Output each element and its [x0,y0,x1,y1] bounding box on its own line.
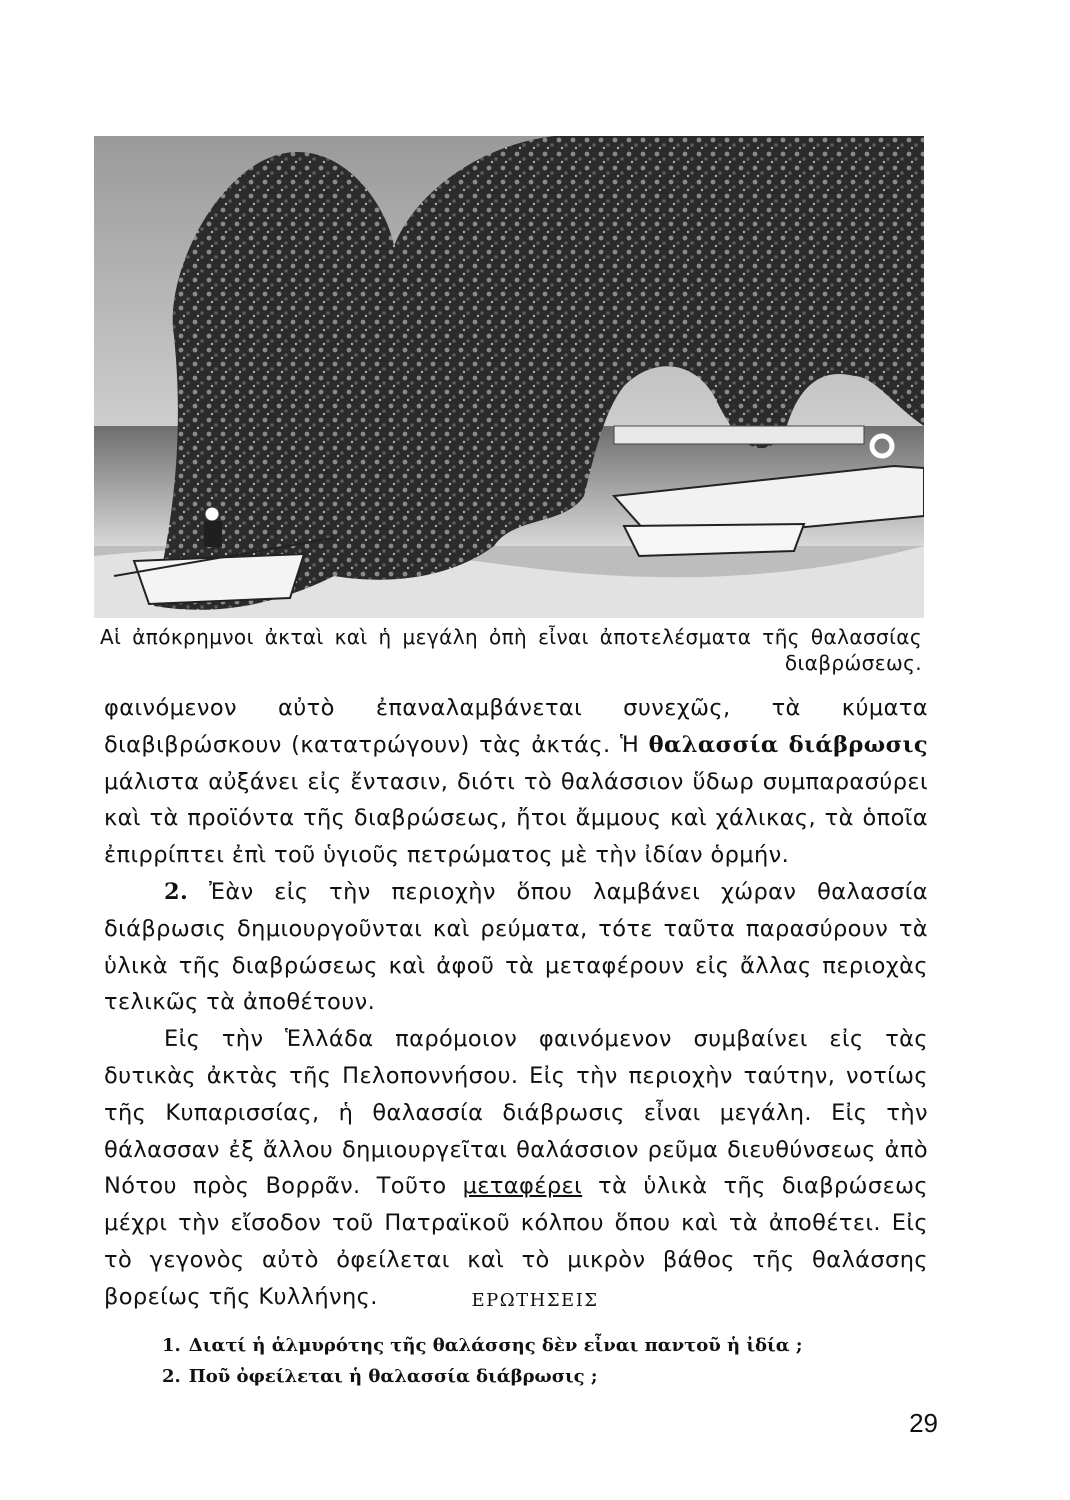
paragraph-3-text-end: τὰ ὑλικὰ τῆς διαβρώσεως μέχρι τὴν εἴσοδον τοῦ Πατραϊκοῦ κόλπου ὅπου καὶ τὰ ἀποθέτει. Εἰς τὸ γεγονὸς αὐτὸ ὀφείλεται καὶ τὸ μικρὸν βάθος τῆς θαλάσσης βορείως τῆς Κυλλήνης. [104,1173,928,1310]
question-number: 1. [162,1335,181,1356]
question-item [162,1361,803,1392]
body-text [104,690,928,1316]
bold-term: θαλασσία διάβρωσις [648,731,928,758]
caption-line-2: διαβρώσεως. [784,651,922,675]
coastal-arch-photo [94,136,924,618]
paragraph-1-text-end: μάλιστα αὐξάνει εἰς ἔντασιν, διότι τὸ θαλάσσιον ὕδωρ συμπαρασύρει καὶ τὰ προϊόντα τῆς διαβρώσεως, ἤτοι ἄμμους καὶ χάλικας, τὰ ὁποῖα ἐπιρρίπτει ἐπὶ τοῦ ὑγιοῦς πετρώματος μὲ τὴν ἰδίαν ὁρμήν. [104,768,928,869]
paragraph-2-number: 2. [164,878,189,905]
questions-heading: ΕΡΩΤΗΣΕΙΣ [471,1290,599,1311]
paragraph-3 [104,1021,928,1315]
underlined-word: μεταφέρει [462,1173,583,1200]
question-text: Διατί ἡ ἁλμυρότης τῆς θαλάσσης δὲν εἶναι παντοῦ ἡ ἰδία ; [188,1335,803,1356]
question-number: 2. [162,1366,181,1387]
page-number: 29 [909,1408,938,1438]
rock-arch-illustration [94,136,924,618]
paragraph-1 [104,690,928,874]
paragraph-3-text-start: Εἰς τὴν Ἑλλάδα παρόμοιον φαινόμενον συμβαίνει εἰς τὰς δυτικὰς ἀκτὰς τῆς Πελοποννήσου. Εἰς τὴν περιοχὴν ταύτην, νοτίως τῆς Κυπαρισσίας, ἡ θαλασσία διάβρωσις εἶναι μεγάλη. Εἰς τὴν θάλασσαν ἐξ ἄλλου δημιουργεῖται θαλάσσιον ρεῦμα διευθύνσεως ἀπὸ Νότου πρὸς Βορρᾶν. Τοῦτο [104,1026,928,1200]
caption-line-1: Αἱ ἀπόκρημνοι ἀκταὶ καὶ ἡ μεγάλη ὀπὴ εἶναι ἀποτελέσματα τῆς θαλασσίας [100,625,922,649]
question-text: Ποῦ ὀφείλεται ἡ θαλασσία διάβρωσις ; [188,1366,598,1387]
paragraph-2-text: Ἐὰν εἰς τὴν περιοχὴν ὅπου λαμβάνει χώραν θαλασσία διάβρωσις δημιουργοῦνται καὶ ρεύματα, τότε ταῦτα παρασύρουν τὰ ὑλικὰ τῆς διαβρώσεως καὶ ἀφοῦ τὰ μεταφέρουν εἰς ἄλλας περιοχὰς τελικῶς τὰ ἀποθέτουν. [104,878,928,1016]
paragraph-2 [104,874,928,1021]
paragraph-1-text-start: φαινόμενον αὐτὸ ἐπαναλαμβάνεται συνεχῶς, τὰ κύματα διαβιβρώσκουν (κατατρώγουν) τὰς ἀκτάς. Ἡ [104,695,928,758]
question-item [162,1330,803,1361]
figure-caption [100,624,922,676]
questions-list [162,1330,803,1392]
